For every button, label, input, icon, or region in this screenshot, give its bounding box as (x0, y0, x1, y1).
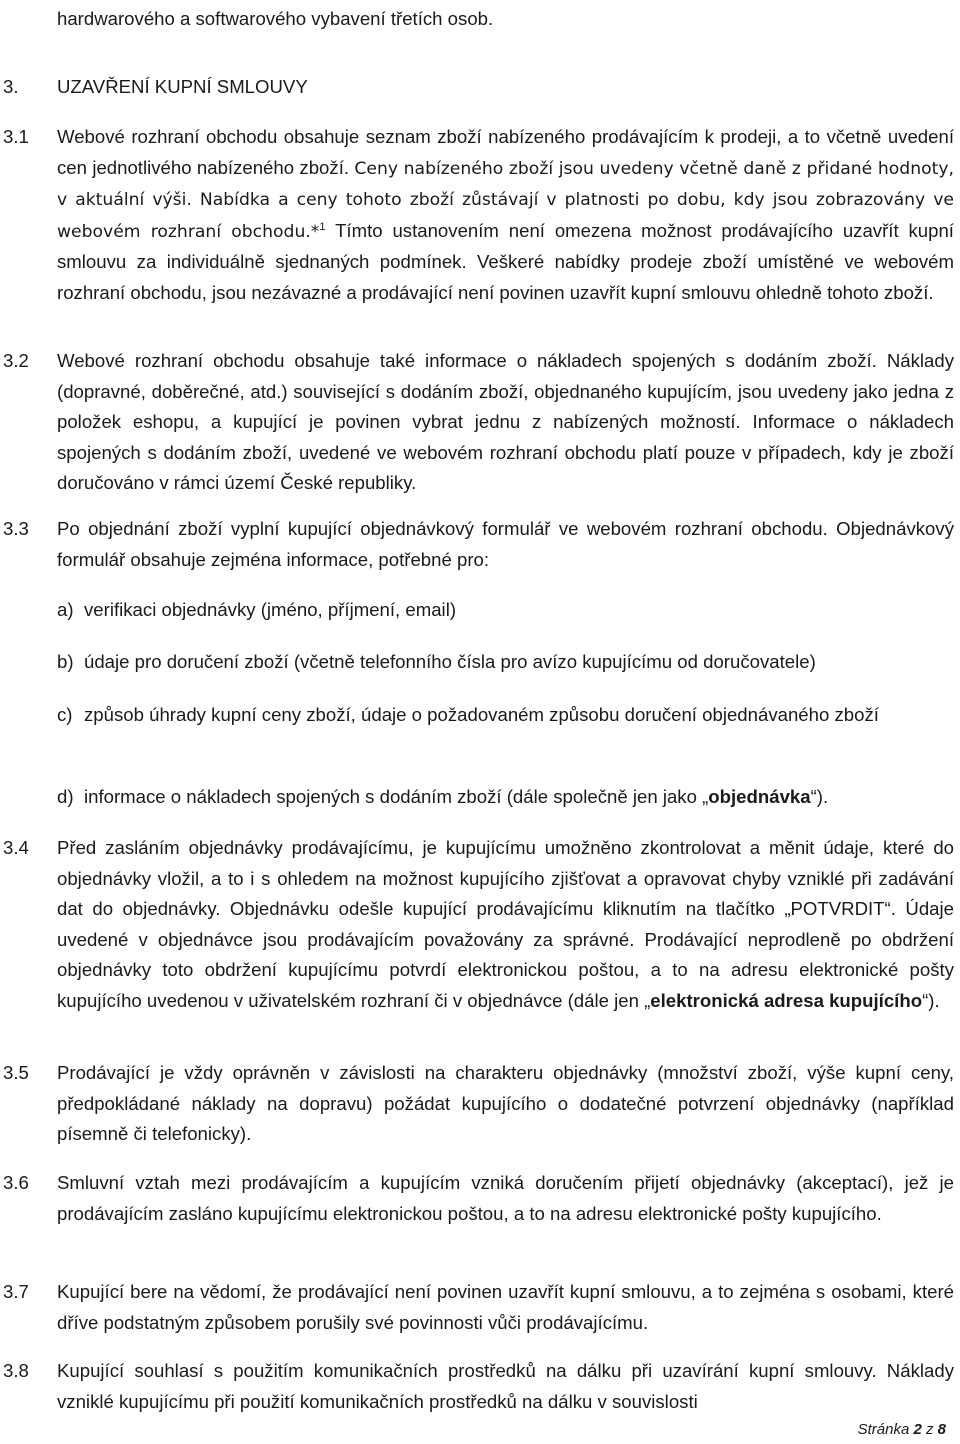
list-item (57, 700, 954, 730)
item-d-text-end: “). (810, 786, 829, 807)
clause-number: 3.1 (3, 126, 29, 147)
clause-text: Po objednání zboží vyplní kupující objednávkový formulář ve webovém rozhraní obchodu. Objednávkový formulář obsahuje zejména informace, potřebné pro: (57, 518, 954, 570)
list-item (57, 595, 954, 625)
clause-3-5 (0, 1058, 954, 1150)
item-d-text: informace o nákladech spojených s dodáním zboží (dále společně jen jako „ (84, 786, 709, 807)
clause-text (57, 833, 954, 1016)
clause-3-6 (0, 1168, 954, 1229)
list-item-text: verifikaci objednávky (jméno, příjmení, email) (84, 599, 457, 620)
clause-3-4-text: Před zasláním objednávky prodávajícímu, je kupujícímu umožněno zkontrolovat a měnit údaje, které do objednávky vložil, a to i s ohledem na možnost kupujícího zjišťovat a opravovat chyby vzniklé při zadávání dat do objednávky. Objednávku odešle kupující prodávajícímu kliknutím na tlačítko „POTVRDIT“. Údaje uvedené v objednávce jsou prodávajícím považovány za správné. Prodávající neprodleně po obdržení objednávky toto obdržení kupujícímu potvrdí elektronickou poštou, a to na adresu elektronické pošty kupujícího uvedenou v uživatelském rozhraní či v objednávce (dále jen „ (57, 837, 954, 1011)
page-of: z (925, 1421, 934, 1438)
clause-3-1-part-2: Ceny nabízeného zboží jsou uvedeny včetně daně z přidané hodnoty, v aktuální výši. Nabídka a ceny tohoto zboží zůstávají v platnosti po dobu, kdy jsou zobrazovány ve webovém rozhraní obchodu.* (57, 158, 954, 242)
clause-text: Kupující souhlasí s použitím komunikačních prostředků na dálku při uzavírání kupní smlouvy. Náklady vzniklé kupujícímu při použití komunikačních prostředků na dálku v souvislosti (57, 1360, 954, 1412)
clause-3-4-text-end: “). (922, 989, 940, 1011)
clause-number: 3.3 (3, 518, 29, 539)
page-footer (858, 1420, 946, 1440)
list-item-text (84, 782, 954, 812)
page-total: 8 (937, 1421, 946, 1438)
defined-term: elektronická adresa kupujícího (650, 989, 923, 1011)
list-item (57, 782, 954, 812)
section-number: 3. (3, 76, 19, 97)
clause-number: 3.5 (3, 1062, 29, 1083)
clause-3-3 (0, 514, 954, 575)
list-item-letter: d) (57, 786, 74, 807)
list-item-text: způsob úhrady kupní ceny zboží, údaje o požadovaném způsobu doručení objednávaného zboží (84, 704, 879, 725)
clause-3-2 (0, 346, 954, 499)
list-item-letter: b) (57, 651, 74, 672)
clause-3-7 (0, 1277, 954, 1338)
clause-number: 3.4 (3, 837, 29, 858)
page-current: 2 (913, 1421, 922, 1438)
clause-3-4 (0, 833, 954, 1016)
clause-number: 3.7 (3, 1281, 29, 1302)
clause-3-8 (0, 1356, 954, 1417)
page-label: Stránka (857, 1421, 910, 1438)
clause-text: Kupující bere na vědomí, že prodávající není povinen uzavřít kupní smlouvu, a to zejména s osobami, které dříve podstatným způsobem porušily své povinnosti vůči prodávajícímu. (57, 1281, 954, 1333)
clause-text (57, 122, 954, 308)
intro-line: hardwarového a softwarového vybavení třetích osob. (57, 8, 494, 29)
list-item-letter: c) (57, 704, 73, 725)
list-item-letter: a) (57, 599, 74, 620)
clause-3-1-part-1: Webové rozhraní obchodu obsahuje seznam zboží nabízeného prodávajícím k prodeji, a to včetně uvedení cen jednotlivého nabízeného zboží. (57, 126, 954, 178)
clause-3-1 (0, 122, 954, 308)
clause-3-1-part-3: Tímto ustanovením není omezena možnost prodávajícího uzavřít kupní smlouvu za individuálně sjednaných podmínek. Veškeré nabídky prodeje zboží umístěné ve webovém rozhraní obchodu, jsou nezávazné a prodávající není povinen uzavřít kupní smlouvu ohledně tohoto zboží. (57, 219, 954, 303)
clause-text: Smluvní vztah mezi prodávajícím a kupujícím vzniká doručením přijetí objednávky (akceptací), jež je prodávajícím zasláno kupujícímu elektronickou poštou, a to na adresu elektronické pošty kupujícího. (57, 1172, 954, 1224)
clause-number: 3.2 (3, 350, 29, 371)
clause-number: 3.6 (3, 1172, 29, 1193)
clause-number: 3.8 (3, 1360, 29, 1381)
section-title: UZAVŘENÍ KUPNÍ SMLOUVY (57, 76, 308, 97)
defined-term: objednávka (708, 786, 811, 807)
footnote-mark: 1 (319, 220, 326, 233)
clause-text: Webové rozhraní obchodu obsahuje také informace o nákladech spojených s dodáním zboží. Náklady (dopravné, doběrečné, atd.) související s dodáním zboží, objednaného kupujícím, jsou uvedeny jako jedna z položek eshopu, a kupující je povinen vybrat jednu z nabízených možností. Informace o nákladech spojených s dodáním zboží, uvedené ve webovém rozhraní obchodu platí pouze v případech, kdy je zboží doručováno v rámci území České republiky. (57, 350, 954, 493)
clause-text: Prodávající je vždy oprávněn v závislosti na charakteru objednávky (množství zboží, výše kupní ceny, předpokládané náklady na dopravu) požádat kupujícího o dodatečné potvrzení objednávky (například písemně či telefonicky). (57, 1062, 954, 1144)
list-item (57, 647, 954, 677)
list-item-text: údaje pro doručení zboží (včetně telefonního čísla pro avízo kupujícímu od doručovatele) (84, 651, 816, 672)
